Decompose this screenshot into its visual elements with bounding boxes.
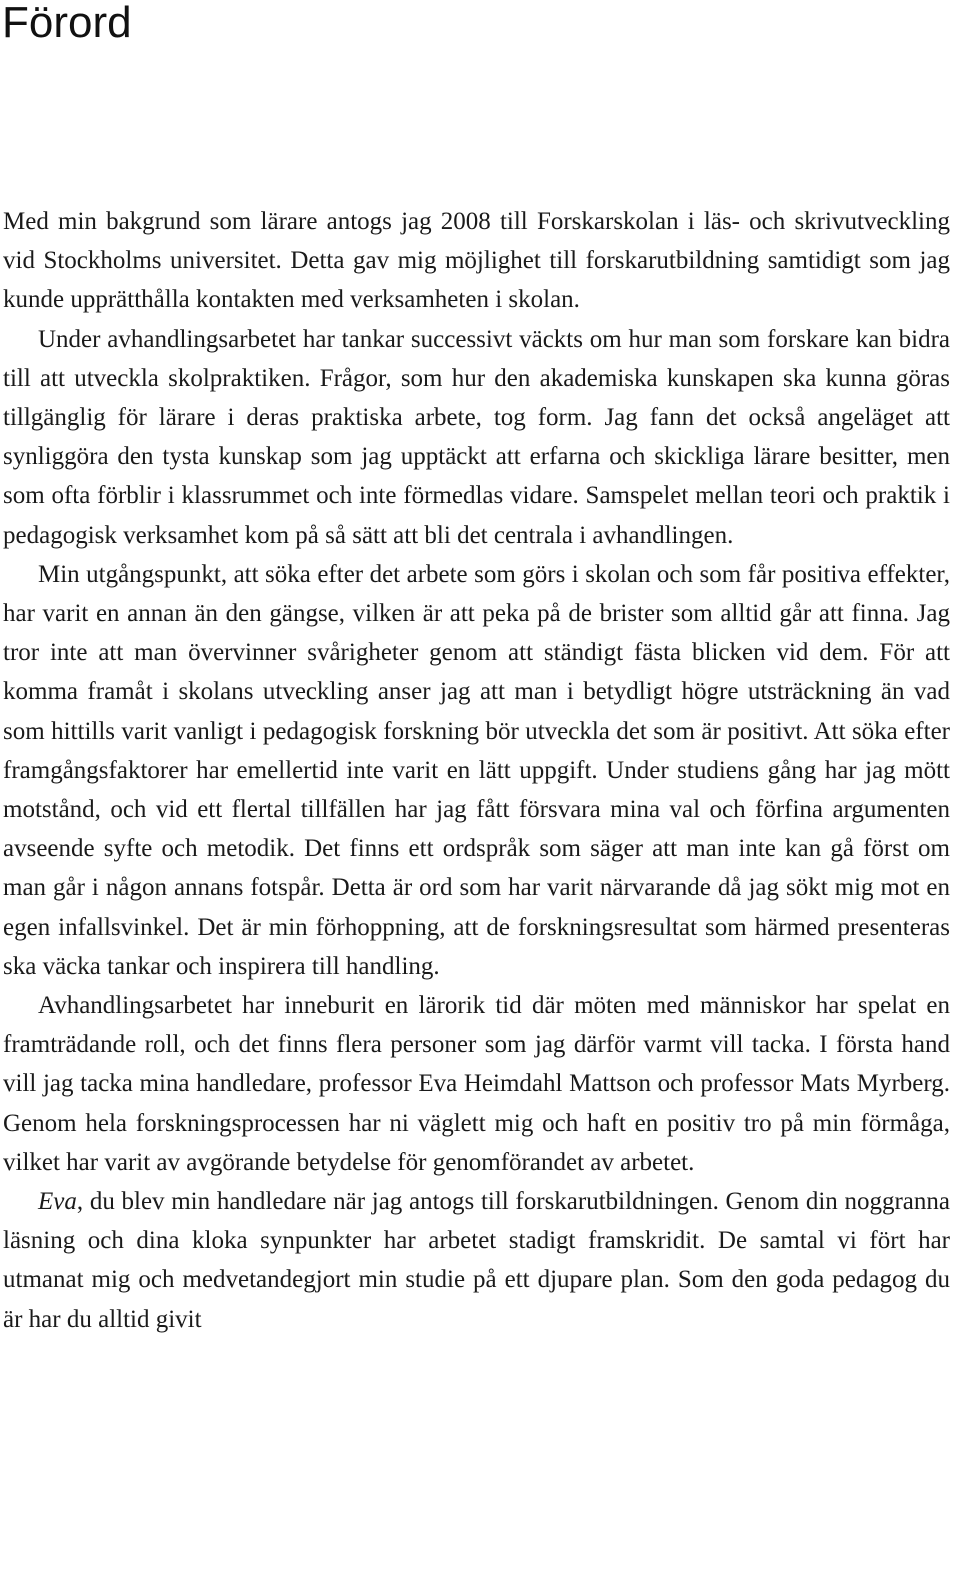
body-text xyxy=(3,202,950,1339)
paragraph-2: Under avhandlingsarbetet har tankar successivt väckts om hur man som forskare kan bidra till att utveckla skolpraktiken. Frågor, som hur den akademiska kunskapen ska kunna göras tillgänglig för lärare i deras praktiska arbete, tog form. Jag fann det också angeläget att synliggöra den tysta kunskap som jag upptäckt att erfarna och skickliga lärare besitter, men som ofta förblir i klassrummet och inte förmedlas vidare. Samspelet mellan teori och praktik i pedagogisk verksamhet kom på så sätt att bli det centrala i avhandlingen. xyxy=(3,325,950,549)
paragraph-5-text: , du blev min handledare när jag antogs till forskarutbildningen. Genom din noggranna läsning och dina kloka synpunkter har arbetet stadigt framskridit. De samtal vi fört har utmanat mig och medvetandegjort min studie på ett djupare plan. Som den goda pedagog du är har du alltid givit xyxy=(3,1188,950,1333)
paragraph-3: Min utgångspunkt, att söka efter det arbete som görs i skolan och som får positiva effekter, har varit en annan än den gängse, vilken är att peka på de brister som alltid går att finna. Jag tror inte att man övervinner svårigheter genom att ständigt fästa blicken vid dem. För att komma framåt i skolans utveckling anser jag att man i betydligt högre utsträckning än vad som hittills varit vanligt i pedagogisk forskning bör utveckla det som är positivt. Att söka efter framgångsfaktorer har emellertid inte varit en lätt uppgift. Under studiens gång har jag mött motstånd, och vid ett flertal tillfällen har jag fått försvara mina val och förfina argumenten avseende syfte och metodik. Det finns ett ordspråk som säger att man inte kan gå först om man går i någon annans fotspår. Detta är ord som har varit närvarande då jag sökt mig mot en egen infallsvinkel. Det är min förhoppning, att de forskningsresultat som härmed presenteras ska väcka tankar och inspirera till handling. xyxy=(3,560,950,980)
paragraph-5 xyxy=(3,1182,950,1339)
page-title: Förord xyxy=(2,0,132,47)
paragraph-1: Med min bakgrund som lärare antogs jag 2008 till Forskarskolan i läs- och skrivutveckling vid Stockholms universitet. Detta gav mig möjlighet till forskarutbildning samtidigt som jag kunde upprätthålla kontakten med verksamheten i skolan. xyxy=(3,208,950,314)
paragraph-5-lead-name: Eva xyxy=(38,1188,77,1216)
paragraph-4: Avhandlingsarbetet har inneburit en lärorik tid där möten med människor har spelat en framträdande roll, och det finns flera personer som jag därför varmt vill tacka. I första hand vill jag tacka mina handledare, professor Eva Heimdahl Mattson och professor Mats Myrberg. Genom hela forskningsprocessen har ni väglett mig och haft en positiv tro på min förmåga, vilket har varit av avgörande betydelse för genomförandet av arbetet. xyxy=(3,992,950,1176)
